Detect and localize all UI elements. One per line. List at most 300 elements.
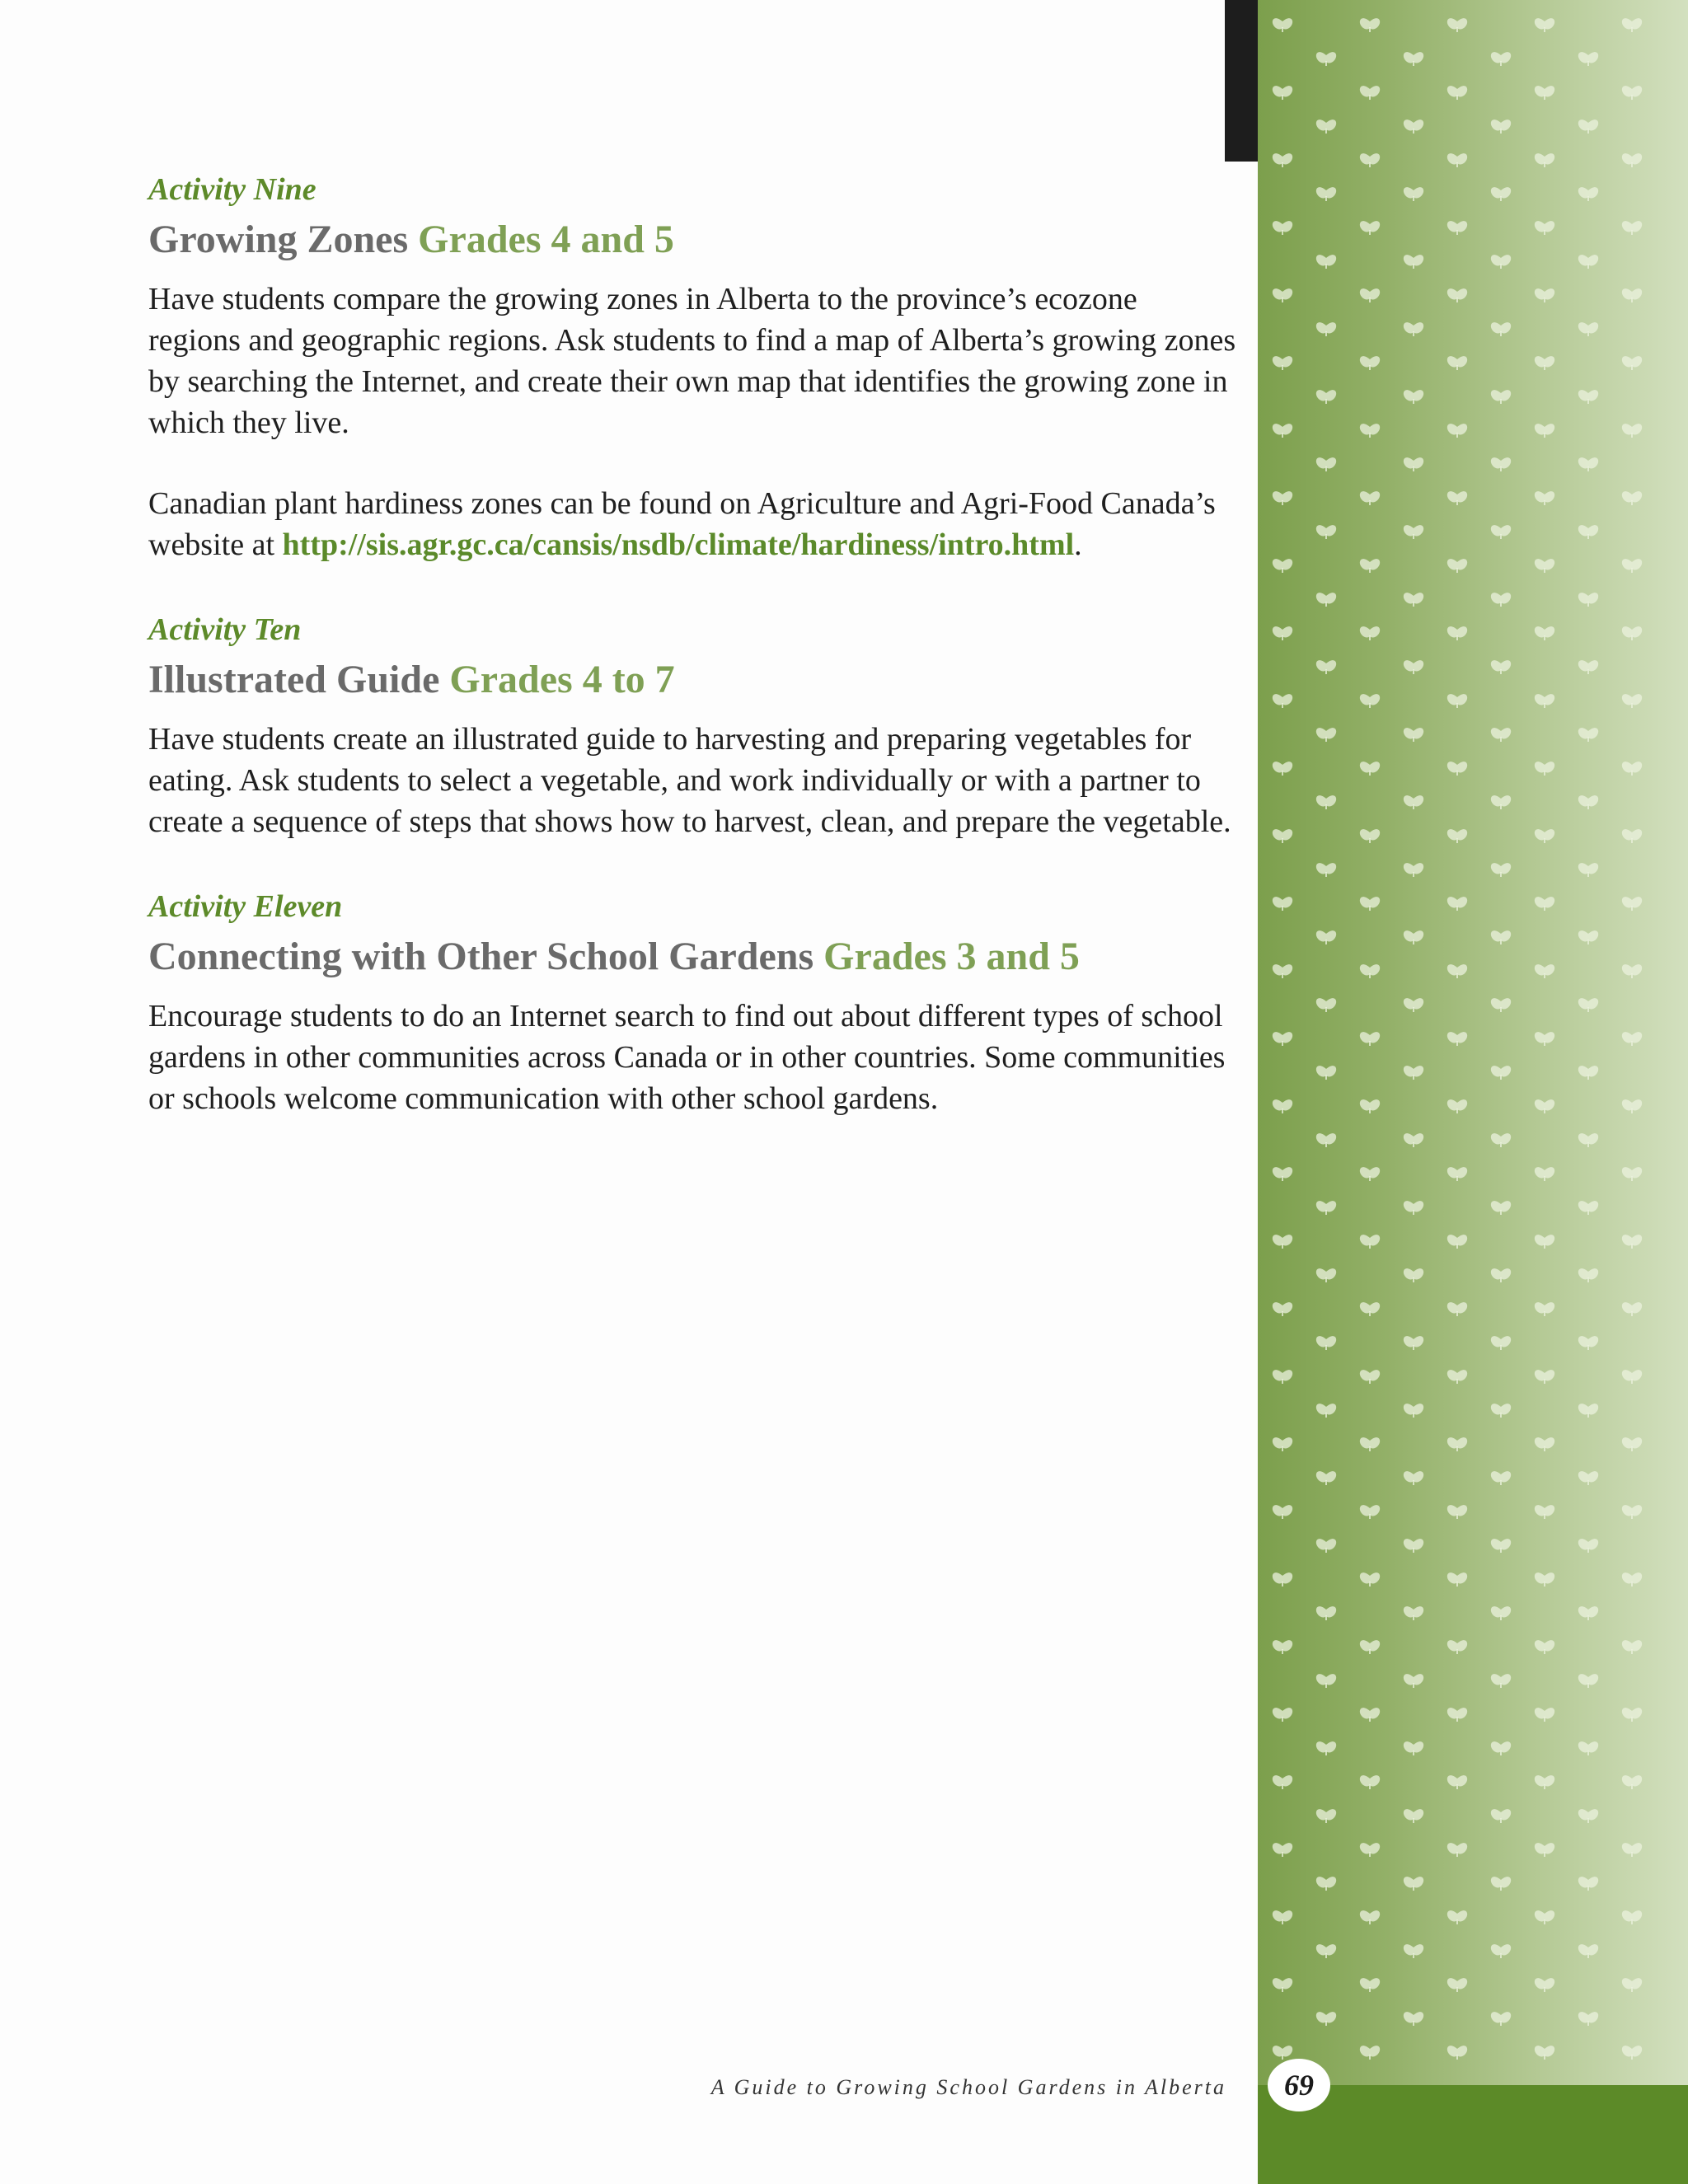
leaf-icon bbox=[1316, 1741, 1336, 1755]
leaf-icon bbox=[1578, 1404, 1598, 1418]
leaf-icon bbox=[1535, 1775, 1554, 1789]
leaf-icon bbox=[1491, 52, 1511, 66]
leaf-icon bbox=[1404, 1201, 1423, 1215]
leaf-icon bbox=[1491, 1471, 1511, 1485]
leaf-icon bbox=[1447, 1910, 1467, 1924]
leaf-icon bbox=[1491, 1066, 1511, 1080]
leaf-icon bbox=[1273, 1640, 1292, 1654]
leaf-icon bbox=[1404, 1539, 1423, 1553]
leaf-icon bbox=[1316, 1404, 1336, 1418]
activity-ten-section bbox=[148, 605, 1236, 842]
leaf-icon bbox=[1273, 491, 1292, 505]
leaf-icon bbox=[1578, 52, 1598, 66]
leaf-icon bbox=[1622, 829, 1642, 843]
leaf-icon bbox=[1535, 1708, 1554, 1722]
leaf-icon bbox=[1535, 559, 1554, 573]
leaf-icon bbox=[1273, 424, 1292, 438]
leaf-icon bbox=[1316, 1674, 1336, 1688]
leaf-icon bbox=[1360, 1099, 1380, 1113]
leaf-icon bbox=[1360, 1032, 1380, 1046]
leaf-icon bbox=[1535, 1099, 1554, 1113]
leaf-icon bbox=[1578, 1268, 1598, 1282]
leaf-icon bbox=[1360, 491, 1380, 505]
leaf-icon bbox=[1360, 1910, 1380, 1924]
leaf-icon bbox=[1622, 1708, 1642, 1722]
leaf-icon bbox=[1447, 221, 1467, 235]
leaf-icon bbox=[1316, 1606, 1336, 1620]
leaf-icon bbox=[1578, 1741, 1598, 1755]
leaf-icon bbox=[1316, 728, 1336, 742]
leaf-icon bbox=[1578, 120, 1598, 134]
leaf-icon bbox=[1578, 322, 1598, 336]
leaf-icon bbox=[1316, 2012, 1336, 2026]
leaf-icon bbox=[1273, 1167, 1292, 1181]
leaf-icon bbox=[1273, 288, 1292, 302]
leaf-icon bbox=[1447, 1708, 1467, 1722]
leaf-icon bbox=[1404, 255, 1423, 269]
leaf-icon bbox=[1447, 1572, 1467, 1586]
leaf-icon bbox=[1360, 221, 1380, 235]
leaf-icon bbox=[1447, 2046, 1467, 2060]
leaf-icon bbox=[1360, 559, 1380, 573]
leaf-icon bbox=[1360, 288, 1380, 302]
leaf-icon bbox=[1578, 863, 1598, 877]
leaf-icon bbox=[1447, 1370, 1467, 1384]
leaf-icon bbox=[1404, 322, 1423, 336]
leaf-icon bbox=[1491, 1877, 1511, 1891]
leaf-icon bbox=[1491, 863, 1511, 877]
leaf-icon bbox=[1535, 2046, 1554, 2060]
leaf-icon bbox=[1535, 153, 1554, 167]
leaf-icon bbox=[1316, 1336, 1336, 1350]
hardiness-zones-link[interactable]: http://sis.agr.gc.ca/cansis/nsdb/climate/hardiness/intro.html bbox=[282, 527, 1075, 562]
leaf-icon bbox=[1622, 491, 1642, 505]
leaf-icon bbox=[1491, 593, 1511, 607]
leaf-icon bbox=[1535, 424, 1554, 438]
leaf-icon bbox=[1360, 1167, 1380, 1181]
leaf-icon bbox=[1622, 1572, 1642, 1586]
leaf-icon bbox=[1316, 52, 1336, 66]
leaf-icon bbox=[1404, 1471, 1423, 1485]
leaf-icon bbox=[1447, 424, 1467, 438]
leaf-icon bbox=[1578, 1471, 1598, 1485]
leaf-icon-pattern bbox=[1258, 0, 1688, 2085]
leaf-icon bbox=[1273, 559, 1292, 573]
activity-eleven-section bbox=[148, 882, 1236, 1119]
leaf-icon bbox=[1447, 897, 1467, 911]
leaf-icon bbox=[1535, 491, 1554, 505]
leaf-icon bbox=[1404, 525, 1423, 539]
leaf-icon bbox=[1491, 187, 1511, 201]
leaf-icon bbox=[1316, 457, 1336, 471]
leaf-icon bbox=[1360, 829, 1380, 843]
leaf-icon bbox=[1535, 626, 1554, 640]
leaf-icon bbox=[1447, 1775, 1467, 1789]
leaf-icon bbox=[1404, 2012, 1423, 2026]
leaf-icon bbox=[1491, 525, 1511, 539]
leaf-icon bbox=[1491, 390, 1511, 404]
leaf-icon bbox=[1535, 964, 1554, 978]
leaf-icon bbox=[1404, 457, 1423, 471]
leaf-icon bbox=[1273, 1843, 1292, 1857]
leaf-icon bbox=[1404, 1877, 1423, 1891]
leaf-icon bbox=[1273, 762, 1292, 776]
leaf-icon bbox=[1447, 1505, 1467, 1519]
leaf-icon bbox=[1622, 1437, 1642, 1451]
leaf-icon bbox=[1491, 322, 1511, 336]
leaf-icon bbox=[1316, 255, 1336, 269]
leaf-icon bbox=[1578, 525, 1598, 539]
leaf-icon bbox=[1535, 762, 1554, 776]
leaf-icon bbox=[1535, 356, 1554, 370]
leaf-icon bbox=[1535, 829, 1554, 843]
activity-label: Activity Ten bbox=[148, 612, 302, 647]
leaf-icon bbox=[1622, 559, 1642, 573]
leaf-icon bbox=[1273, 1302, 1292, 1316]
leaf-icon bbox=[1622, 1235, 1642, 1249]
leaf-icon bbox=[1578, 1201, 1598, 1215]
leaf-icon bbox=[1491, 795, 1511, 809]
leaf-icon bbox=[1273, 897, 1292, 911]
leaf-icon bbox=[1535, 1302, 1554, 1316]
main-content bbox=[148, 165, 1236, 1159]
footer-guide-title: A Guide to Growing School Gardens in Alberta bbox=[710, 2075, 1226, 2099]
leaf-icon bbox=[1273, 1910, 1292, 1924]
activity-label: Activity Nine bbox=[148, 172, 316, 207]
leaf-icon bbox=[1360, 1437, 1380, 1451]
activity-title: Growing Zones bbox=[148, 218, 419, 261]
leaf-icon bbox=[1622, 1505, 1642, 1519]
leaf-icon bbox=[1273, 1370, 1292, 1384]
leaf-icon bbox=[1404, 795, 1423, 809]
leaf-icon bbox=[1316, 1133, 1336, 1147]
leaf-icon bbox=[1535, 86, 1554, 100]
leaf-icon bbox=[1447, 694, 1467, 708]
leaf-icon bbox=[1578, 1877, 1598, 1891]
leaf-icon bbox=[1404, 1944, 1423, 1958]
leaf-icon bbox=[1404, 390, 1423, 404]
leaf-icon bbox=[1578, 1606, 1598, 1620]
leaf-icon bbox=[1316, 525, 1336, 539]
leaf-icon bbox=[1535, 1910, 1554, 1924]
leaf-icon bbox=[1622, 18, 1642, 32]
leaf-icon bbox=[1578, 457, 1598, 471]
leaf-icon bbox=[1316, 1809, 1336, 1823]
leaf-icon bbox=[1491, 1674, 1511, 1688]
leaf-icon bbox=[1535, 1370, 1554, 1384]
leaf-icon bbox=[1273, 1572, 1292, 1586]
leaf-icon bbox=[1491, 255, 1511, 269]
page-number: 69 bbox=[1268, 2059, 1330, 2111]
leaf-icon bbox=[1578, 930, 1598, 944]
leaf-icon bbox=[1273, 964, 1292, 978]
leaf-icon bbox=[1447, 1032, 1467, 1046]
activity-heading bbox=[148, 654, 1236, 705]
leaf-icon bbox=[1360, 1572, 1380, 1586]
leaf-icon bbox=[1578, 187, 1598, 201]
leaf-icon bbox=[1360, 1505, 1380, 1519]
leaf-icon bbox=[1316, 1268, 1336, 1282]
leaf-icon bbox=[1535, 1437, 1554, 1451]
leaf-icon bbox=[1447, 1099, 1467, 1113]
leaf-icon bbox=[1316, 187, 1336, 201]
leaf-icon bbox=[1360, 153, 1380, 167]
leaf-icon bbox=[1273, 153, 1292, 167]
leaf-icon bbox=[1491, 1539, 1511, 1553]
leaf-icon bbox=[1491, 728, 1511, 742]
leaf-icon bbox=[1622, 1775, 1642, 1789]
leaf-icon bbox=[1447, 1843, 1467, 1857]
leaf-icon bbox=[1622, 626, 1642, 640]
leaf-icon bbox=[1316, 1066, 1336, 1080]
leaf-icon bbox=[1316, 1539, 1336, 1553]
leaf-icon bbox=[1447, 559, 1467, 573]
leaf-icon bbox=[1578, 1336, 1598, 1350]
leaf-icon bbox=[1360, 86, 1380, 100]
link-intro-text: Canadian plant hardiness zones can be found on Agriculture and Agri-Food Canada’s website at bbox=[148, 486, 1216, 562]
leaf-icon bbox=[1535, 288, 1554, 302]
leaf-icon bbox=[1404, 1606, 1423, 1620]
leaf-icon bbox=[1491, 1944, 1511, 1958]
leaf-icon bbox=[1360, 694, 1380, 708]
leaf-icon bbox=[1360, 1640, 1380, 1654]
leaf-icon bbox=[1447, 153, 1467, 167]
leaf-icon bbox=[1316, 930, 1336, 944]
leaf-icon bbox=[1360, 964, 1380, 978]
leaf-icon bbox=[1360, 18, 1380, 32]
activity-paragraph: Encourage students to do an Internet search to find out about different types of school gardens in other communities across Canada or in other countries. Some communities or schools welcome communication with other school gardens. bbox=[148, 999, 1226, 1116]
leaf-icon bbox=[1447, 1235, 1467, 1249]
leaf-icon bbox=[1360, 762, 1380, 776]
activity-heading bbox=[148, 214, 1236, 265]
leaf-icon bbox=[1578, 1133, 1598, 1147]
leaf-icon bbox=[1360, 1235, 1380, 1249]
leaf-icon bbox=[1273, 1099, 1292, 1113]
leaf-icon bbox=[1535, 1235, 1554, 1249]
decorative-side-band bbox=[1258, 0, 1688, 2085]
leaf-icon bbox=[1535, 18, 1554, 32]
leaf-icon bbox=[1491, 1809, 1511, 1823]
leaf-icon bbox=[1535, 1032, 1554, 1046]
leaf-icon bbox=[1404, 660, 1423, 674]
leaf-icon bbox=[1447, 829, 1467, 843]
leaf-icon bbox=[1447, 1167, 1467, 1181]
leaf-icon bbox=[1491, 930, 1511, 944]
leaf-icon bbox=[1622, 694, 1642, 708]
leaf-icon bbox=[1578, 1944, 1598, 1958]
leaf-icon bbox=[1491, 1133, 1511, 1147]
leaf-icon bbox=[1273, 626, 1292, 640]
leaf-icon bbox=[1447, 1640, 1467, 1654]
leaf-icon bbox=[1578, 795, 1598, 809]
leaf-icon bbox=[1273, 1032, 1292, 1046]
leaf-icon bbox=[1491, 1741, 1511, 1755]
activity-nine-section bbox=[148, 165, 1236, 565]
leaf-icon bbox=[1491, 1606, 1511, 1620]
leaf-icon bbox=[1535, 221, 1554, 235]
leaf-icon bbox=[1273, 221, 1292, 235]
leaf-icon bbox=[1447, 964, 1467, 978]
leaf-icon bbox=[1404, 120, 1423, 134]
leaf-icon bbox=[1273, 1978, 1292, 1992]
leaf-icon bbox=[1404, 998, 1423, 1012]
leaf-icon bbox=[1273, 1437, 1292, 1451]
leaf-icon bbox=[1447, 86, 1467, 100]
leaf-icon bbox=[1360, 2046, 1380, 2060]
leaf-icon bbox=[1404, 52, 1423, 66]
activity-title: Connecting with Other School Gardens bbox=[148, 935, 824, 978]
leaf-icon bbox=[1447, 18, 1467, 32]
leaf-icon bbox=[1622, 221, 1642, 235]
leaf-icon bbox=[1622, 1978, 1642, 1992]
leaf-icon bbox=[1404, 863, 1423, 877]
leaf-icon bbox=[1360, 356, 1380, 370]
leaf-icon bbox=[1535, 897, 1554, 911]
leaf-icon bbox=[1491, 1336, 1511, 1350]
leaf-icon bbox=[1316, 1877, 1336, 1891]
leaf-icon bbox=[1491, 998, 1511, 1012]
grades-label: Grades 4 and 5 bbox=[418, 218, 674, 261]
activity-paragraph: Have students create an illustrated guide to harvesting and preparing vegetables for eating. Ask students to select a vegetable, and work individually or with a partner to create a sequence of steps that shows how to harvest, clean, and prepare the vegetable. bbox=[148, 722, 1231, 839]
leaf-icon bbox=[1404, 593, 1423, 607]
leaf-icon bbox=[1316, 998, 1336, 1012]
leaf-icon bbox=[1447, 626, 1467, 640]
leaf-icon bbox=[1578, 1539, 1598, 1553]
leaf-icon bbox=[1273, 1775, 1292, 1789]
leaf-icon bbox=[1578, 255, 1598, 269]
link-trailing-text: . bbox=[1074, 527, 1082, 562]
leaf-icon bbox=[1273, 2046, 1292, 2060]
leaf-icon bbox=[1316, 593, 1336, 607]
leaf-icon bbox=[1491, 1404, 1511, 1418]
leaf-icon bbox=[1316, 1201, 1336, 1215]
leaf-icon bbox=[1360, 1775, 1380, 1789]
leaf-icon bbox=[1360, 897, 1380, 911]
leaf-icon bbox=[1622, 2046, 1642, 2060]
leaf-icon bbox=[1578, 998, 1598, 1012]
leaf-icon bbox=[1578, 593, 1598, 607]
grades-label: Grades 4 to 7 bbox=[449, 658, 675, 701]
leaf-icon bbox=[1273, 1708, 1292, 1722]
leaf-icon bbox=[1578, 2012, 1598, 2026]
leaf-icon bbox=[1578, 1066, 1598, 1080]
leaf-icon bbox=[1273, 356, 1292, 370]
leaf-icon bbox=[1316, 863, 1336, 877]
leaf-icon bbox=[1535, 1640, 1554, 1654]
leaf-icon bbox=[1535, 1572, 1554, 1586]
leaf-icon bbox=[1491, 457, 1511, 471]
leaf-icon bbox=[1622, 356, 1642, 370]
leaf-icon bbox=[1360, 1978, 1380, 1992]
leaf-icon bbox=[1447, 1978, 1467, 1992]
leaf-icon bbox=[1535, 1505, 1554, 1519]
leaf-icon bbox=[1578, 390, 1598, 404]
leaf-icon bbox=[1578, 1809, 1598, 1823]
leaf-icon bbox=[1622, 1370, 1642, 1384]
leaf-icon bbox=[1447, 762, 1467, 776]
leaf-icon bbox=[1273, 1505, 1292, 1519]
leaf-icon bbox=[1447, 288, 1467, 302]
leaf-icon bbox=[1535, 1978, 1554, 1992]
leaf-icon bbox=[1622, 1910, 1642, 1924]
leaf-icon bbox=[1273, 86, 1292, 100]
leaf-icon bbox=[1535, 694, 1554, 708]
leaf-icon bbox=[1447, 1302, 1467, 1316]
leaf-icon bbox=[1622, 1032, 1642, 1046]
leaf-icon bbox=[1491, 1268, 1511, 1282]
leaf-icon bbox=[1491, 2012, 1511, 2026]
leaf-icon bbox=[1622, 1302, 1642, 1316]
leaf-icon bbox=[1404, 1674, 1423, 1688]
leaf-icon bbox=[1273, 694, 1292, 708]
leaf-icon bbox=[1404, 930, 1423, 944]
leaf-icon bbox=[1360, 424, 1380, 438]
leaf-icon bbox=[1622, 288, 1642, 302]
leaf-icon bbox=[1622, 86, 1642, 100]
leaf-icon bbox=[1404, 187, 1423, 201]
activity-heading bbox=[148, 931, 1236, 982]
leaf-icon bbox=[1316, 390, 1336, 404]
leaf-icon bbox=[1622, 897, 1642, 911]
leaf-icon bbox=[1316, 795, 1336, 809]
leaf-icon bbox=[1622, 964, 1642, 978]
leaf-icon bbox=[1360, 626, 1380, 640]
leaf-icon bbox=[1273, 18, 1292, 32]
leaf-icon bbox=[1316, 1944, 1336, 1958]
leaf-icon bbox=[1447, 356, 1467, 370]
leaf-icon bbox=[1622, 762, 1642, 776]
leaf-icon bbox=[1404, 728, 1423, 742]
leaf-icon bbox=[1491, 1201, 1511, 1215]
leaf-icon bbox=[1404, 1741, 1423, 1755]
leaf-icon bbox=[1404, 1268, 1423, 1282]
leaf-icon bbox=[1316, 120, 1336, 134]
leaf-icon bbox=[1535, 1843, 1554, 1857]
leaf-icon bbox=[1404, 1336, 1423, 1350]
leaf-icon bbox=[1578, 728, 1598, 742]
activity-title: Illustrated Guide bbox=[148, 658, 450, 701]
leaf-icon bbox=[1491, 120, 1511, 134]
leaf-icon bbox=[1316, 1471, 1336, 1485]
leaf-icon bbox=[1273, 829, 1292, 843]
leaf-icon bbox=[1622, 153, 1642, 167]
leaf-icon bbox=[1404, 1133, 1423, 1147]
leaf-icon bbox=[1404, 1404, 1423, 1418]
grades-label: Grades 3 and 5 bbox=[823, 935, 1080, 978]
leaf-icon bbox=[1622, 1640, 1642, 1654]
leaf-icon bbox=[1447, 1437, 1467, 1451]
leaf-icon bbox=[1578, 1674, 1598, 1688]
leaf-icon bbox=[1447, 491, 1467, 505]
leaf-icon bbox=[1535, 1167, 1554, 1181]
leaf-icon bbox=[1622, 424, 1642, 438]
leaf-icon bbox=[1491, 660, 1511, 674]
activity-paragraph: Have students compare the growing zones in Alberta to the province’s ecozone regions and geographic regions. Ask students to find a map of Alberta’s growing zones by searching the Internet, and create their own map that identifies the growing zone in which they live. bbox=[148, 282, 1236, 440]
leaf-icon bbox=[1404, 1066, 1423, 1080]
leaf-icon bbox=[1360, 1370, 1380, 1384]
leaf-icon bbox=[1404, 1809, 1423, 1823]
leaf-icon bbox=[1622, 1099, 1642, 1113]
leaf-icon bbox=[1360, 1302, 1380, 1316]
leaf-icon bbox=[1360, 1843, 1380, 1857]
hardiness-link-paragraph bbox=[148, 483, 1236, 565]
page-tab-marker bbox=[1225, 0, 1258, 162]
leaf-icon bbox=[1622, 1843, 1642, 1857]
leaf-icon bbox=[1273, 1235, 1292, 1249]
activity-label: Activity Eleven bbox=[148, 889, 343, 924]
leaf-icon bbox=[1316, 322, 1336, 336]
leaf-icon bbox=[1360, 1708, 1380, 1722]
